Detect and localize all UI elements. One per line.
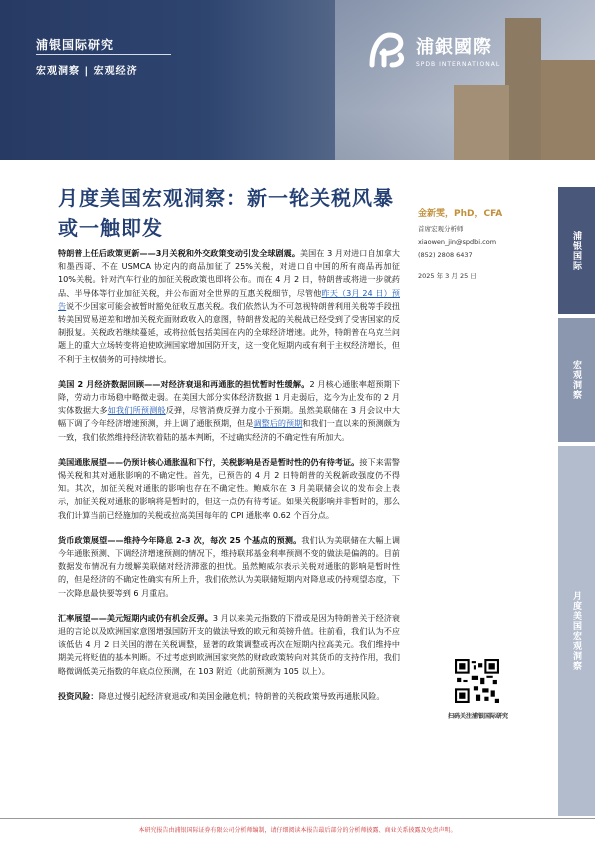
qr-code-icon[interactable]	[455, 659, 499, 703]
logo-chinese-name: 浦銀國際	[416, 36, 492, 58]
author-phone: (852) 2808 6437	[418, 251, 473, 259]
section-monetary-policy	[58, 534, 400, 600]
paragraph-text: 2 月核心通胀率超预期下降，劳动力市场稳中略微走弱。在美国大部分实体经济数据 1 月走弱后，迄今为止发布的 2 月实体数据大多	[58, 378, 400, 416]
paragraph-text: 降息过慢引起经济衰退或/和美国金融危机；特朗普的关税政策导致再通胀风险。	[98, 690, 385, 701]
section-fx	[58, 612, 400, 678]
paragraph-text: 说不少国家可能会被暂时豁免征收互惠关税。我们依然认为不可忽视特朗普利用关税等手段扭转美国贸易逆差和增加关税充面财政收入的意图，特朗普发起的关税战已经受到了受害国家的反制报复。关税政若继续蔓延，或将拉低包括美国在内的全球经济增速。此外，特朗普在乌克兰问题上的重大立场转变将迫使欧洲国家增加国防开支，这一变化短期内或有利于主权经济增长，但不利于主权债务的可持续增长。	[58, 300, 400, 364]
sidebar-tag-series: 月度美国宏观洞察	[558, 446, 595, 816]
report-section: 宏观洞察 | 宏观经济	[36, 66, 138, 77]
header-divider	[36, 54, 171, 55]
adjusted-forecast-link[interactable]: 调整后的预期	[253, 418, 303, 429]
section-trade-policy	[58, 247, 400, 366]
paragraph-text: 和我们一直以来的预测颇为一致，我们依然维持经济软着陆的基本判断，不过确实经济的不确定性有所加大。	[58, 418, 400, 442]
author-role: 首席宏观分析师	[418, 225, 464, 233]
header-banner	[0, 0, 595, 160]
sidebar-tag-company: 浦银国际	[558, 187, 595, 314]
author-email[interactable]: xiaowen_jin@spdbi.com	[418, 238, 497, 246]
sidebar-tag-category: 宏观洞察	[558, 318, 595, 442]
qr-caption: 扫码关注浦银国际研究	[447, 713, 508, 720]
logo-english-name: SPDB INTERNATIONAL	[416, 60, 501, 68]
report-date: 2025 年 3 月 25 日	[418, 272, 477, 280]
section-inflation	[58, 456, 400, 522]
logo-mark-icon	[366, 29, 408, 71]
clock-tower	[505, 18, 541, 160]
paragraph-text: 3 月以来美元指数的下滑或是因为特朗普关于经济衰退的言论以及欧洲国家意图增强国防开支的做法导致的欧元和英镑升值。往前看，我们认为不应该低估 4 月 2 日关国的潜在关税调整，显著的政策调整或再次在短期内拉高美元。我们维持中期美元将贬值的基本判断。不过考虑到欧洲国家突然的财政政策转向对其货币的支持作用，我们略微调低美元指数的年底点位预测，在 103 附近（此前预测为 105 以上）。	[58, 612, 400, 676]
footer-divider	[0, 818, 595, 819]
section-economic-data	[58, 378, 400, 444]
section-heading: 投资风险：	[58, 690, 99, 701]
footer-disclaimer: 本研究报告由浦银国际证券有限公司分析师编制，请仔细阅读本报告最后部分的分析师披露、商业关系披露及免责声明。	[138, 827, 457, 834]
author-block	[418, 206, 548, 280]
section-heading: 美国通胀展望——仍预计核心通胀温和下行，关税影响是否是暂时性的仍有待考证。	[58, 456, 360, 467]
paragraph-text: 接下来需警惕关税和其对通胀影响的不确定性。首先，已预告的 4 月 2 日特朗普的关税新政强度仍不得知。其次，加征关税对通胀的影响也存在不确定性。鲍威尔在 3 月美联储会议的发布会上表示，加征关税对通胀的影响将是暂时的，但这一点仍有待考证。如果关税影响并非暂时的，那么我们计算当前已经施加的关税或拉高美国每年的 CPI 通胀率 0.62 个百分点。	[58, 456, 400, 520]
forecast-link[interactable]: 如我们所预测般	[107, 405, 166, 416]
section-heading: 美国 2 月经济数据回顾——对经济衰退和再通胀的担忧暂时性缓解。	[58, 378, 310, 389]
paragraph-text: 反弹，尽管消费反弹力度小于预期。虽然美联储在 3 月会议中大幅下调了今年经济增速预测，并上调了通胀预期，但是	[58, 405, 400, 429]
org-title: 浦银国际研究	[36, 38, 115, 52]
section-heading: 货币政策展望——维持今年降息 2-3 次，每次 25 个基点的预测。	[58, 534, 302, 545]
section-heading: 汇率展望——美元短期内或仍有机会反弹。	[58, 612, 213, 623]
paragraph-text: 我们认为美联储在大幅上调今年通胀预测、下调经济增速预测的情况下，维持联邦基金利率预测不变的做法是偏鸽的。目前数据发布情况有力缓解美联储对经济滞涨的担忧。虽然鲍威尔表示关税对通胀的影响是暂时性的，但是经济的不确定性确实有所上升，我们依然认为美联储短期内对降息或仍持观望态度，下一次降息最快要等到 6 月重启。	[58, 534, 400, 598]
building-facade	[541, 60, 595, 160]
report-body	[58, 247, 400, 715]
preview-link[interactable]: 昨天（3月 24 日）预告	[58, 287, 400, 311]
section-heading: 特朗普上任后政策更新——3月关税和外交政策变动引发全球剧震。	[58, 248, 300, 258]
section-risks	[58, 690, 400, 703]
company-logo	[366, 29, 500, 71]
paragraph-text: 美国在 3 月对进口自加拿大和墨西哥、不在 USMCA 协定内的商品加征了 25%关税，对进口自中国的所有商品再加征 10%关税。针对汽车行业的加征关税政策也即将公布。而在 4 月 2 日，特朗普或将进一步就药品、半导体等行业加征关税，并公布面对全世界的互惠关税细节，尽管他	[58, 248, 401, 298]
report-title: 月度美国宏观洞察：新一轮关税风暴或一触即发	[58, 186, 394, 240]
building-wing	[454, 85, 509, 160]
author-name: 金新雯，PhD，CFA	[418, 209, 503, 219]
